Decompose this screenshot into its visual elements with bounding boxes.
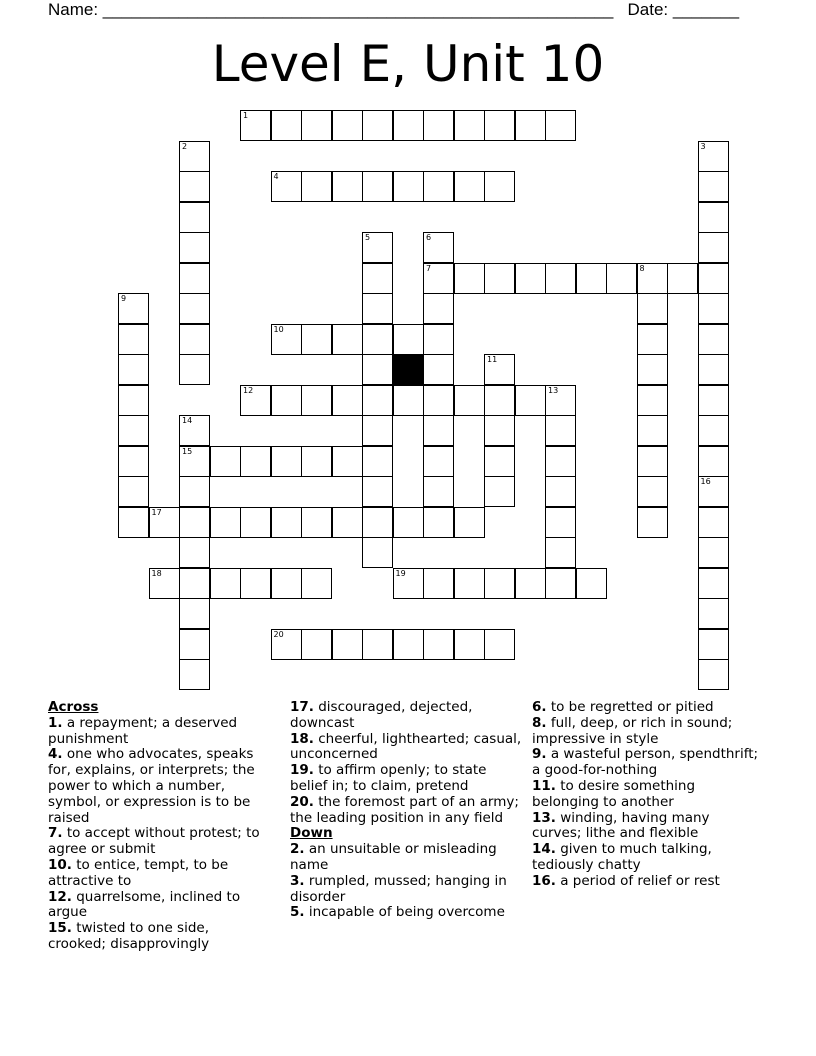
grid-cell[interactable] xyxy=(515,385,546,416)
grid-cell[interactable] xyxy=(301,507,332,538)
clue-number: 10 xyxy=(273,324,284,334)
grid-cell[interactable] xyxy=(698,476,729,507)
grid-cell[interactable] xyxy=(423,232,454,263)
grid-cell[interactable] xyxy=(698,171,729,202)
clue-num: 11. xyxy=(532,777,556,794)
grid-cell[interactable] xyxy=(301,629,332,660)
grid-cell[interactable] xyxy=(362,354,393,385)
clue-num: 3. xyxy=(290,872,305,889)
grid-cell[interactable] xyxy=(332,324,363,355)
clue-num: 12. xyxy=(48,888,72,905)
clue-number: 5 xyxy=(365,233,371,242)
grid-cell[interactable] xyxy=(484,171,515,202)
clue-number: 9 xyxy=(121,294,127,303)
grid-cell[interactable] xyxy=(332,110,363,141)
across-heading: Across xyxy=(48,699,99,715)
grid-cell[interactable] xyxy=(240,507,271,538)
grid-cell[interactable] xyxy=(423,293,454,324)
grid-cell[interactable] xyxy=(118,476,149,507)
grid-cell[interactable] xyxy=(393,171,424,202)
grid-cell[interactable] xyxy=(423,629,454,660)
grid-cell[interactable] xyxy=(698,232,729,263)
grid-cell[interactable] xyxy=(454,171,485,202)
grid-cell[interactable] xyxy=(637,354,668,385)
grid-cell[interactable] xyxy=(271,110,302,141)
clue-text: incapable of being overcome xyxy=(304,904,505,921)
grid-cell[interactable] xyxy=(515,110,546,141)
clue-text: an unsuitable or misleading name xyxy=(290,841,497,873)
clue-text: a period of relief or rest xyxy=(555,872,720,889)
grid-cell[interactable] xyxy=(698,141,729,172)
clue-number: 4 xyxy=(273,172,279,181)
grid-cell[interactable] xyxy=(423,446,454,477)
grid-cell[interactable] xyxy=(332,385,363,416)
grid-cell[interactable] xyxy=(484,446,515,477)
clue-num: 19. xyxy=(290,762,314,779)
grid-cell[interactable] xyxy=(484,110,515,141)
grid-cell[interactable] xyxy=(179,263,210,294)
grid-cell[interactable] xyxy=(637,385,668,416)
grid-cell[interactable] xyxy=(393,324,424,355)
grid-cell[interactable] xyxy=(484,385,515,416)
down-clue xyxy=(532,716,762,748)
grid-cell[interactable] xyxy=(423,415,454,446)
grid-cell[interactable] xyxy=(179,568,210,599)
name-field-label: Name: ______________________________________________________ xyxy=(48,0,614,19)
grid-cell[interactable] xyxy=(698,385,729,416)
grid-cell[interactable] xyxy=(301,446,332,477)
down-clue xyxy=(532,842,762,874)
grid-cell[interactable] xyxy=(484,568,515,599)
grid-cell[interactable] xyxy=(179,324,210,355)
grid-cell[interactable] xyxy=(179,598,210,629)
down-clue xyxy=(290,905,522,921)
grid-cell[interactable] xyxy=(637,446,668,477)
grid-cell[interactable] xyxy=(698,659,729,690)
down-heading: Down xyxy=(290,825,333,842)
grid-cell[interactable] xyxy=(698,629,729,660)
clue-num: 17. xyxy=(290,699,314,715)
across-clue xyxy=(48,921,270,953)
grid-cell[interactable] xyxy=(515,568,546,599)
down-clue xyxy=(532,779,762,811)
grid-cell[interactable] xyxy=(606,263,637,294)
grid-cell[interactable] xyxy=(332,446,363,477)
grid-cell[interactable] xyxy=(698,446,729,477)
clue-num: 20. xyxy=(290,793,314,810)
grid-cell[interactable] xyxy=(423,476,454,507)
clue-text: to accept without protest; to agree or submit xyxy=(48,825,260,858)
grid-cell[interactable] xyxy=(271,507,302,538)
grid-cell[interactable] xyxy=(332,629,363,660)
grid-cell[interactable] xyxy=(271,568,302,599)
clue-num: 10. xyxy=(48,856,72,873)
grid-cell[interactable] xyxy=(301,110,332,141)
grid-cell[interactable] xyxy=(362,324,393,355)
clue-num: 14. xyxy=(532,841,556,858)
grid-cell[interactable] xyxy=(362,263,393,294)
grid-cell[interactable] xyxy=(210,568,241,599)
clue-text: to be regretted or pitied xyxy=(546,699,714,715)
grid-cell[interactable] xyxy=(576,263,607,294)
grid-cell[interactable] xyxy=(454,568,485,599)
grid-cell[interactable] xyxy=(179,537,210,568)
grid-cell[interactable] xyxy=(118,354,149,385)
clue-column-2 xyxy=(290,700,522,921)
across-clue xyxy=(290,795,522,827)
grid-cell[interactable] xyxy=(179,202,210,233)
puzzle-title: Level E, Unit 10 xyxy=(211,35,605,93)
grid-cell[interactable] xyxy=(362,385,393,416)
grid-cell[interactable] xyxy=(698,537,729,568)
grid-cell[interactable] xyxy=(149,568,180,599)
down-clue xyxy=(290,842,522,874)
grid-cell[interactable] xyxy=(240,446,271,477)
grid-cell[interactable] xyxy=(393,507,424,538)
grid-cell[interactable] xyxy=(271,446,302,477)
grid-cell[interactable] xyxy=(210,446,241,477)
grid-cell[interactable] xyxy=(484,629,515,660)
grid-cell[interactable] xyxy=(698,324,729,355)
grid-cell[interactable] xyxy=(423,507,454,538)
clue-num: 8. xyxy=(532,714,547,731)
grid-cell[interactable] xyxy=(515,263,546,294)
grid-cell[interactable] xyxy=(454,110,485,141)
grid-cell[interactable] xyxy=(362,446,393,477)
grid-cell[interactable] xyxy=(271,385,302,416)
grid-cell[interactable] xyxy=(271,324,302,355)
grid-cell[interactable] xyxy=(362,629,393,660)
clue-number: 16 xyxy=(700,477,711,486)
grid-cell[interactable] xyxy=(576,568,607,599)
grid-cell[interactable] xyxy=(545,537,576,568)
grid-cell[interactable] xyxy=(393,568,424,599)
clue-number: 1 xyxy=(243,111,249,120)
clue-text: to desire something belonging to another xyxy=(532,777,696,810)
clue-text: the foremost part of an army; the leading position in any field xyxy=(290,793,519,826)
grid-cell[interactable] xyxy=(698,354,729,385)
grid-cell[interactable] xyxy=(118,446,149,477)
down-clue xyxy=(532,811,762,843)
grid-cell[interactable] xyxy=(118,385,149,416)
across-clue xyxy=(48,747,270,826)
grid-cell[interactable] xyxy=(179,293,210,324)
clue-number: 12 xyxy=(243,385,254,395)
grid-cell[interactable] xyxy=(637,507,668,538)
clue-number: 3 xyxy=(700,141,706,151)
grid-cell[interactable] xyxy=(637,293,668,324)
clue-num: 7. xyxy=(48,825,63,842)
clue-number: 6 xyxy=(426,233,432,242)
clue-number: 18 xyxy=(151,568,162,578)
clue-text: to entice, tempt, to be attractive to xyxy=(48,856,229,889)
grid-cell[interactable] xyxy=(301,171,332,202)
clue-text: a repayment; a deserved punishment xyxy=(48,714,238,747)
grid-cell[interactable] xyxy=(637,415,668,446)
clue-num: 5. xyxy=(290,904,305,921)
grid-cell[interactable] xyxy=(423,354,454,385)
grid-cell[interactable] xyxy=(301,385,332,416)
clue-number: 13 xyxy=(548,385,559,395)
clue-num: 9. xyxy=(532,746,547,763)
grid-cell[interactable] xyxy=(637,476,668,507)
clue-text: winding, having many curves; lithe and flexible xyxy=(532,809,710,842)
grid-cell[interactable] xyxy=(362,476,393,507)
grid-cell[interactable] xyxy=(179,232,210,263)
down-clue xyxy=(532,874,762,890)
grid-cell[interactable] xyxy=(484,476,515,507)
clue-text: full, deep, or rich in sound; impressive in style xyxy=(532,714,733,747)
clue-num: 16. xyxy=(532,872,556,889)
grid-cell[interactable] xyxy=(118,507,149,538)
grid-cell[interactable] xyxy=(393,110,424,141)
grid-cell[interactable] xyxy=(301,568,332,599)
grid-cell[interactable] xyxy=(210,507,241,538)
grid-block xyxy=(393,354,424,385)
grid-cell[interactable] xyxy=(179,171,210,202)
clue-text: one who advocates, speaks for, explains, or interprets; the power to which a number, symbol, or expression is to be raised xyxy=(48,746,255,826)
grid-cell[interactable] xyxy=(698,293,729,324)
clue-number: 19 xyxy=(395,568,406,578)
grid-cell[interactable] xyxy=(240,110,271,141)
grid-cell[interactable] xyxy=(423,324,454,355)
clue-num: 13. xyxy=(532,809,556,826)
grid-cell[interactable] xyxy=(545,476,576,507)
down-clue xyxy=(532,747,762,779)
grid-cell[interactable] xyxy=(698,507,729,538)
grid-cell[interactable] xyxy=(545,446,576,477)
grid-cell[interactable] xyxy=(118,415,149,446)
grid-cell[interactable] xyxy=(362,415,393,446)
grid-cell[interactable] xyxy=(484,354,515,385)
grid-cell[interactable] xyxy=(362,293,393,324)
grid-cell[interactable] xyxy=(423,171,454,202)
grid-cell[interactable] xyxy=(423,263,454,294)
clue-num: 4. xyxy=(48,746,63,763)
clue-number: 17 xyxy=(151,507,162,517)
clue-num: 18. xyxy=(290,730,314,747)
clue-number: 7 xyxy=(426,263,432,273)
grid-cell[interactable] xyxy=(118,324,149,355)
clue-text: to affirm openly; to state belief in; to claim, pretend xyxy=(290,762,487,794)
grid-cell[interactable] xyxy=(484,263,515,294)
grid-cell[interactable] xyxy=(301,324,332,355)
clue-num: 6. xyxy=(532,699,547,715)
grid-cell[interactable] xyxy=(698,415,729,446)
down-clue xyxy=(532,700,762,716)
grid-cell[interactable] xyxy=(637,263,668,294)
grid-cell[interactable] xyxy=(179,141,210,172)
clue-number: 14 xyxy=(182,416,193,425)
grid-cell[interactable] xyxy=(454,507,485,538)
grid-cell[interactable] xyxy=(454,385,485,416)
across-clue xyxy=(48,826,270,858)
clue-column-1 xyxy=(48,700,270,953)
grid-cell[interactable] xyxy=(332,171,363,202)
grid-cell[interactable] xyxy=(393,629,424,660)
clue-text: rumpled, mussed; hanging in disorder xyxy=(290,872,507,905)
clue-text: discouraged, dejected, downcast xyxy=(290,699,473,731)
clue-number: 11 xyxy=(487,355,498,364)
grid-cell[interactable] xyxy=(698,202,729,233)
grid-cell[interactable] xyxy=(545,415,576,446)
grid-cell[interactable] xyxy=(179,354,210,385)
grid-cell[interactable] xyxy=(179,446,210,477)
clue-text: quarrelsome, inclined to argue xyxy=(48,888,241,921)
grid-cell[interactable] xyxy=(637,324,668,355)
grid-cell[interactable] xyxy=(545,263,576,294)
grid-cell[interactable] xyxy=(423,110,454,141)
clue-number: 8 xyxy=(639,263,645,273)
grid-cell[interactable] xyxy=(362,171,393,202)
grid-cell[interactable] xyxy=(545,507,576,538)
clue-num: 15. xyxy=(48,920,72,937)
clue-num: 1. xyxy=(48,714,63,731)
across-clue xyxy=(48,858,270,890)
grid-cell[interactable] xyxy=(423,385,454,416)
grid-cell[interactable] xyxy=(698,598,729,629)
grid-cell[interactable] xyxy=(179,629,210,660)
clue-num: 2. xyxy=(290,841,305,858)
across-clue xyxy=(290,763,522,795)
clue-number: 2 xyxy=(182,141,188,151)
grid-cell[interactable] xyxy=(545,568,576,599)
clue-text: a wasteful person, spendthrift; a good-for-nothing xyxy=(532,746,759,779)
grid-cell[interactable] xyxy=(362,110,393,141)
date-field-label: Date: _______ xyxy=(627,0,740,19)
grid-cell[interactable] xyxy=(271,629,302,660)
grid-cell[interactable] xyxy=(667,263,698,294)
clue-text: cheerful, lighthearted; casual, unconcerned xyxy=(290,730,522,763)
grid-cell[interactable] xyxy=(454,629,485,660)
grid-cell[interactable] xyxy=(332,507,363,538)
grid-cell[interactable] xyxy=(118,293,149,324)
grid-cell[interactable] xyxy=(362,537,393,568)
grid-cell[interactable] xyxy=(362,232,393,263)
across-clue xyxy=(48,890,270,922)
clue-number: 20 xyxy=(273,629,284,639)
across-clue xyxy=(290,700,522,732)
grid-cell[interactable] xyxy=(545,110,576,141)
grid-cell[interactable] xyxy=(393,385,424,416)
grid-cell[interactable] xyxy=(698,568,729,599)
grid-cell[interactable] xyxy=(240,568,271,599)
clue-column-3 xyxy=(532,700,762,890)
grid-cell[interactable] xyxy=(149,507,180,538)
across-clue xyxy=(48,716,270,748)
grid-cell[interactable] xyxy=(271,171,302,202)
grid-cell[interactable] xyxy=(179,507,210,538)
grid-cell[interactable] xyxy=(179,415,210,446)
grid-cell[interactable] xyxy=(179,476,210,507)
grid-cell[interactable] xyxy=(179,659,210,690)
grid-cell[interactable] xyxy=(240,385,271,416)
clue-text: twisted to one side, crooked; disapprovingly xyxy=(48,920,210,952)
grid-cell[interactable] xyxy=(698,263,729,294)
down-clue xyxy=(290,874,522,906)
clue-number: 15 xyxy=(182,446,193,456)
grid-cell[interactable] xyxy=(545,385,576,416)
clue-text: given to much talking, tediously chatty xyxy=(532,841,712,873)
grid-cell[interactable] xyxy=(423,568,454,599)
grid-cell[interactable] xyxy=(454,263,485,294)
across-clue xyxy=(290,732,522,764)
grid-cell[interactable] xyxy=(484,415,515,446)
grid-cell[interactable] xyxy=(362,507,393,538)
